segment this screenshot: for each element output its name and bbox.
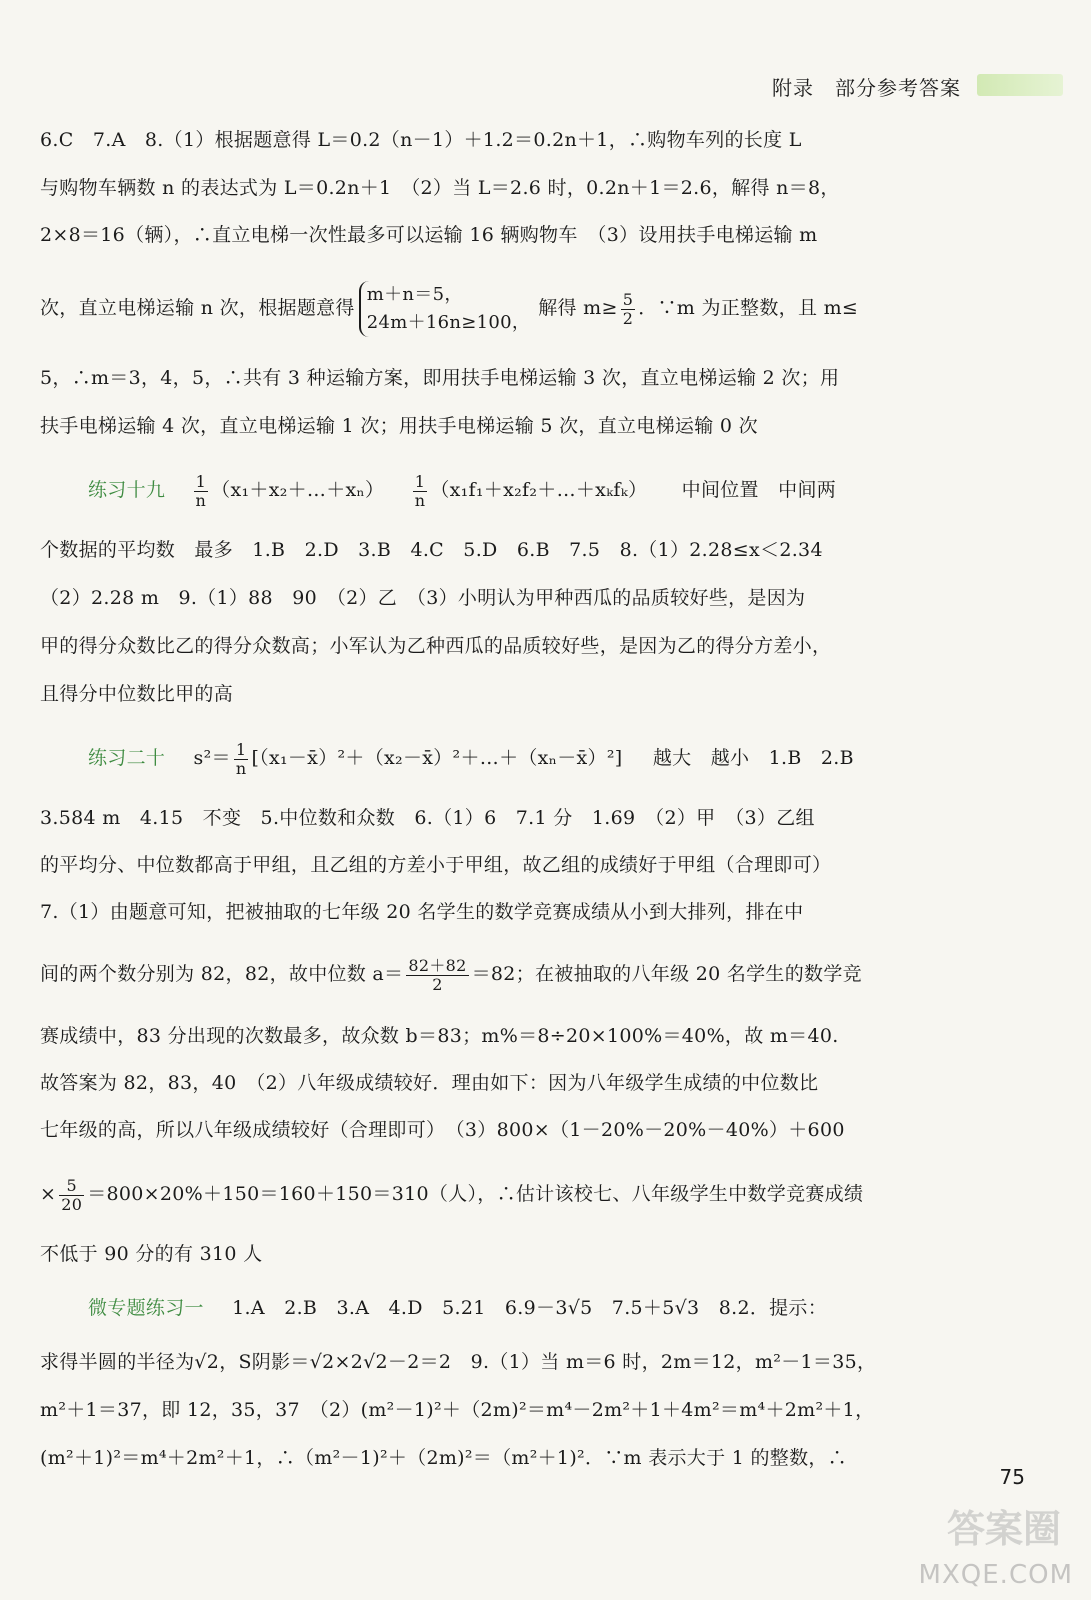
text-line: 的平均分、中位数都高于甲组，且乙组的方差小于甲组，故乙组的成绩好于甲组（合理即可） (40, 854, 832, 876)
fraction-numerator: 1 (413, 473, 428, 492)
fraction-numerator: 82＋82 (408, 955, 467, 975)
text-line: （2）2.28 m 9.（1）88 90 （2）乙 （3）小明认为甲种西瓜的品质较好些，是因为 (40, 587, 806, 609)
text-line: 求得半圆的半径为√2，S阴影＝√2×2√2－2＝2 9.（1）当 m＝6 时，2m＝12，m²－1＝35， (40, 1351, 877, 1373)
header-accent-bar (977, 74, 1063, 96)
fraction-numerator: 5 (59, 1177, 84, 1196)
text-fragment: ．∵m 为正整数，且 m≤ (638, 297, 859, 319)
text-line: 7.（1）由题意可知，把被抽取的七年级 20 名学生的数学竞赛成绩从小到大排列，排在中 (40, 901, 804, 923)
fraction-denominator: n (235, 758, 247, 778)
fraction-denominator: n (195, 490, 207, 510)
exercise-label: 练习二十 (88, 747, 166, 769)
system-line (40, 268, 858, 348)
fraction-denominator: 2 (622, 308, 634, 328)
median-line (40, 944, 862, 1004)
text-line: 3.584 m 4.15 不变 5.中位数和众数 6.（1）6 7.1 分 1.69 （2）甲 （3）乙组 (40, 807, 815, 829)
fraction-numerator: 1 (194, 473, 209, 492)
equation: m＋n＝5， (366, 284, 463, 305)
fraction (59, 1177, 84, 1214)
text-fragment: ＝800×20%＋150＝160＋150＝310（人），∴估计该校七、八年级学生中数学竞赛成绩 (87, 1183, 864, 1205)
equation-system (359, 281, 531, 337)
fraction (413, 473, 428, 510)
fraction (234, 741, 249, 778)
text-line: 且得分中位数比甲的高 (40, 683, 234, 705)
fraction-denominator: 20 (61, 1194, 83, 1214)
fraction (406, 957, 468, 994)
text-line: (m²＋1)²＝m⁴＋2m²＋1，∴（m²－1)²＋（2m)²＝（m²＋1)²．∵m 表示大于 1 的整数，∴ (40, 1447, 847, 1469)
text-fragment: 间的两个数分别为 82，82，故中位数 a＝ (40, 963, 404, 985)
text-line: 不低于 90 分的有 310 人 (40, 1243, 263, 1265)
text-line: 次，直立电梯运输 n 次，根据题意得 (40, 297, 355, 319)
exercise-19-line (88, 462, 836, 518)
text-line: m²＋1＝37，即 12，35，37 （2）(m²－1)²＋（2m)²＝m⁴－2m²＋1＋4m²＝m⁴＋2m²＋1， (40, 1399, 875, 1421)
text-line: 6.C 7.A 8.（1）根据题意得 L＝0.2（n－1）＋1.2＝0.2n＋1，∴购物车列的长度 L (40, 129, 802, 151)
watermark (893, 1494, 1073, 1590)
formula: [（x₁－x̄）²＋（x₂－x̄）²＋…＋（xₙ－x̄）²] (251, 747, 623, 769)
text-line: 赛成绩中，83 分出现的次数最多，故众数 b＝83；m%＝8÷20×100%＝40%，故 m＝40. (40, 1025, 839, 1047)
micro-topic-line (88, 1294, 827, 1322)
text-fragment: 1.A 2.B 3.A 4.D 5.21 6.9－3√5 7.5＋5√3 8.2．提示： (232, 1297, 828, 1319)
text-line: 与购物车辆数 n 的表达式为 L＝0.2n＋1 （2）当 L＝2.6 时，0.2n＋1＝2.6，解得 n＝8， (40, 177, 840, 199)
fraction-denominator: 2 (432, 974, 443, 994)
text-line: 5，∴m＝3，4，5，∴共有 3 种运输方案，即用扶手电梯运输 3 次，直立电梯运输 2 次；用 (40, 367, 840, 389)
text-line: 2×8＝16（辆），∴直立电梯一次性最多可以运输 16 辆购物车 （3）设用扶手电梯运输 m (40, 224, 818, 246)
calculation-line (40, 1164, 863, 1224)
text-fragment: × (40, 1183, 57, 1205)
exercise-label: 练习十九 (88, 479, 166, 501)
fraction-denominator: n (414, 490, 426, 510)
text-fragment: 越大 越小 1.B 2.B (652, 747, 854, 769)
formula: （x₁＋x₂＋…＋xₙ） (211, 479, 385, 501)
text-line: 七年级的高，所以八年级成绩较好（合理即可） （3）800×（1－20%－20%－40%）＋600 (40, 1119, 845, 1141)
exercise-label: 微专题练习一 (88, 1297, 204, 1319)
text-fragment: ＝82；在被抽取的八年级 20 名学生的数学竞 (471, 963, 862, 985)
text-fragment: 中间位置 中间两 (681, 479, 837, 501)
fraction-numerator: 1 (234, 741, 249, 760)
fraction (194, 473, 209, 510)
formula: s²＝ (193, 747, 231, 769)
watermark-site: MXQE.COM (918, 1560, 1073, 1590)
formula: （x₁f₁＋x₂f₂＋…＋xₖfₖ） (430, 479, 648, 501)
text-line: 个数据的平均数 最多 1.B 2.D 3.B 4.C 5.D 6.B 7.5 8.（1）2.28≤x＜2.34 (40, 539, 823, 561)
header-title: 附录 部分参考答案 (772, 76, 961, 100)
fraction-numerator: 5 (622, 289, 634, 309)
text-line: 故答案为 82，83，40 （2）八年级成绩较好．理由如下：因为八年级学生成绩的中位数比 (40, 1072, 819, 1094)
page-number: 75 (999, 1465, 1025, 1489)
watermark-logo: 答案圈 (946, 1507, 1061, 1551)
page-header (0, 70, 1091, 106)
text-line: 甲的得分众数比乙的得分众数高；小军认为乙种西瓜的品质较好些，是因为乙的得分方差小， (40, 635, 832, 657)
text-line: 扶手电梯运输 4 次，直立电梯运输 1 次；用扶手电梯运输 5 次，直立电梯运输 0 次 (40, 415, 758, 437)
fraction (621, 291, 635, 328)
exercise-20-line (88, 730, 854, 786)
text-fragment: 解得 m≥ (538, 297, 618, 319)
equation: 24m＋16n≥100， (366, 312, 531, 333)
